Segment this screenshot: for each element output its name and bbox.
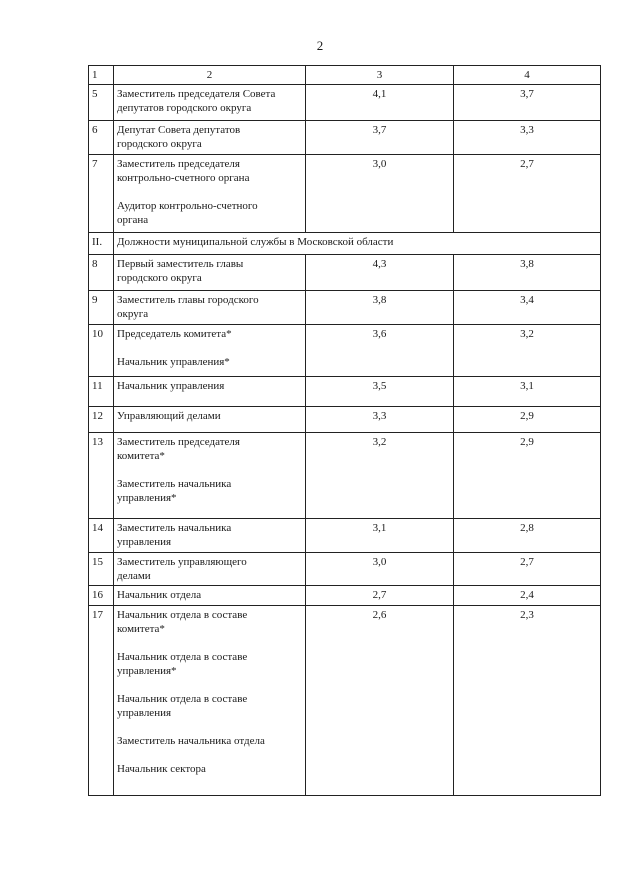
coefficient-col4-value: 3,4 [520, 294, 534, 306]
position-cell [114, 407, 306, 433]
coefficient-col4-cell [454, 291, 601, 325]
table-row [89, 606, 601, 796]
coefficient-col3-cell [306, 121, 454, 155]
coefficient-col3-value: 3,1 [372, 522, 387, 534]
position-title-line: округа [117, 308, 149, 320]
coefficient-col4-cell [454, 121, 601, 155]
position-title-line: делами [117, 570, 151, 582]
position-cell [114, 121, 306, 155]
coefficient-col4-cell [454, 586, 601, 606]
table-header-row [89, 66, 601, 85]
coefficient-col3-cell [306, 377, 454, 407]
coefficient-col3-cell [306, 155, 454, 233]
coefficient-col4-value: 2,8 [520, 522, 534, 534]
coefficient-col3-cell [306, 433, 454, 519]
coefficient-col4-value: 2,9 [520, 410, 534, 422]
position-cell [114, 433, 306, 519]
row-number: 9 [89, 291, 114, 325]
position-title-line: городского округа [117, 138, 202, 150]
position-cell [114, 519, 306, 553]
coefficient-col4-value: 2,7 [520, 556, 534, 568]
header-cell-1: 1 [89, 66, 114, 85]
row-number: 17 [89, 606, 114, 796]
row-number: 5 [89, 85, 114, 121]
position-title-line: органа [117, 214, 149, 226]
coefficient-col3-value: 3,0 [372, 158, 387, 170]
coefficient-col3-cell [306, 85, 454, 121]
coefficient-col3-cell [306, 586, 454, 606]
position-spacer [117, 720, 302, 734]
table-row [89, 407, 601, 433]
position-title-line: Заместитель управляющего [117, 556, 247, 568]
coefficient-col4-value: 3,1 [520, 380, 534, 392]
coefficient-col3-cell [306, 519, 454, 553]
page-number: 2 [316, 38, 324, 53]
coefficient-col3-value: 3,5 [372, 380, 387, 392]
coefficient-col4-value: 2,7 [520, 158, 534, 170]
table-row [89, 519, 601, 553]
position-title-line: Начальник управления [117, 380, 225, 392]
position-cell [114, 155, 306, 233]
position-title-line: Аудитор контрольно-счетного [117, 200, 258, 212]
header-cell-3: 3 [306, 66, 454, 85]
position-title-line: управления* [117, 665, 177, 677]
section-row [89, 233, 601, 255]
coefficient-col4-value: 2,9 [520, 436, 534, 448]
position-title-line: Первый заместитель главы [117, 258, 244, 270]
position-title-line: Управляющий делами [117, 410, 221, 422]
position-title-line: Начальник отдела в составе [117, 693, 248, 705]
table-row [89, 291, 601, 325]
coefficient-col4-value: 2,3 [520, 609, 534, 621]
coefficient-col4-value: 3,8 [520, 258, 534, 270]
table-row [89, 586, 601, 606]
salary-coefficient-table [88, 65, 601, 796]
position-title-line: контрольно-счетного органа [117, 172, 250, 184]
table-body [89, 66, 601, 796]
table-row [89, 433, 601, 519]
coefficient-col4-cell [454, 407, 601, 433]
position-title-line: Начальник отдела [117, 589, 202, 601]
row-number: 14 [89, 519, 114, 553]
position-title-line: Заместитель главы городского [117, 294, 259, 306]
position-title-line: Заместитель председателя Совета [117, 88, 276, 100]
coefficient-col3-cell [306, 553, 454, 586]
row-number: 10 [89, 325, 114, 377]
coefficient-col4-value: 3,3 [520, 124, 534, 136]
position-title-line: Заместитель председателя [117, 436, 240, 448]
position-cell [114, 377, 306, 407]
coefficient-col4-value: 3,2 [520, 328, 534, 340]
table-row [89, 121, 601, 155]
coefficient-col4-cell [454, 606, 601, 796]
table-row [89, 553, 601, 586]
row-number: 8 [89, 255, 114, 291]
position-spacer [117, 463, 302, 477]
table-row [89, 377, 601, 407]
row-number: 7 [89, 155, 114, 233]
position-title-line: городского округа [117, 272, 202, 284]
position-title-line: Начальник сектора [117, 763, 206, 775]
coefficient-col3-value: 2,7 [372, 589, 387, 601]
position-title-line: Заместитель начальника [117, 478, 232, 490]
position-title-line: Начальник отдела в составе [117, 651, 248, 663]
row-number: 11 [89, 377, 114, 407]
coefficient-col4-cell [454, 255, 601, 291]
section-title: Должности муниципальной службы в Московской области [114, 233, 601, 255]
position-cell [114, 606, 306, 796]
row-number: 6 [89, 121, 114, 155]
position-title-line: Председатель комитета* [117, 328, 232, 340]
position-title-line: комитета* [117, 623, 165, 635]
coefficient-col3-cell [306, 407, 454, 433]
coefficient-col3-value: 4,1 [372, 88, 387, 100]
coefficient-col3-value: 2,6 [372, 609, 387, 621]
row-number: 13 [89, 433, 114, 519]
position-title-line: Начальник отдела в составе [117, 609, 248, 621]
row-number: 16 [89, 586, 114, 606]
position-spacer [117, 748, 302, 762]
coefficient-col4-cell [454, 553, 601, 586]
coefficient-col3-value: 4,3 [372, 258, 387, 270]
position-title-line: Заместитель начальника [117, 522, 232, 534]
position-title-line: управления* [117, 492, 177, 504]
position-title-line: Начальник управления* [117, 356, 230, 368]
coefficient-col3-value: 3,3 [372, 410, 387, 422]
coefficient-col3-value: 3,8 [372, 294, 387, 306]
row-number: 15 [89, 553, 114, 586]
coefficient-col4-value: 2,4 [520, 589, 534, 601]
coefficient-col4-cell [454, 433, 601, 519]
header-cell-4: 4 [454, 66, 601, 85]
table-row [89, 255, 601, 291]
position-cell [114, 255, 306, 291]
coefficient-col4-value: 3,7 [520, 88, 534, 100]
coefficient-col4-cell [454, 325, 601, 377]
table-row [89, 85, 601, 121]
coefficient-col4-cell [454, 85, 601, 121]
coefficient-col4-cell [454, 377, 601, 407]
section-number: II. [89, 233, 114, 255]
position-title-line: комитета* [117, 450, 165, 462]
table-row [89, 325, 601, 377]
position-cell [114, 85, 306, 121]
coefficient-col3-cell [306, 606, 454, 796]
position-cell [114, 291, 306, 325]
coefficient-col3-cell [306, 255, 454, 291]
header-cell-2: 2 [114, 66, 306, 85]
position-spacer [117, 636, 302, 650]
coefficient-col3-cell [306, 325, 454, 377]
position-spacer [117, 678, 302, 692]
position-title-line: Депутат Совета депутатов [117, 124, 241, 136]
position-cell [114, 586, 306, 606]
position-title-line: депутатов городского округа [117, 102, 252, 114]
coefficient-col3-cell [306, 291, 454, 325]
coefficient-col4-cell [454, 155, 601, 233]
coefficient-col3-value: 3,2 [372, 436, 387, 448]
position-cell [114, 325, 306, 377]
position-spacer [117, 341, 302, 355]
row-number: 12 [89, 407, 114, 433]
position-cell [114, 553, 306, 586]
position-title-line: Заместитель председателя [117, 158, 240, 170]
position-title-line: Заместитель начальника отдела [117, 735, 265, 747]
position-title-line: управления [117, 707, 172, 719]
coefficient-col3-value: 3,6 [372, 328, 387, 340]
position-spacer [117, 185, 302, 199]
coefficient-col3-value: 3,7 [372, 124, 387, 136]
table-row [89, 155, 601, 233]
position-title-line: управления [117, 536, 172, 548]
coefficient-col3-value: 3,0 [372, 556, 387, 568]
coefficient-col4-cell [454, 519, 601, 553]
